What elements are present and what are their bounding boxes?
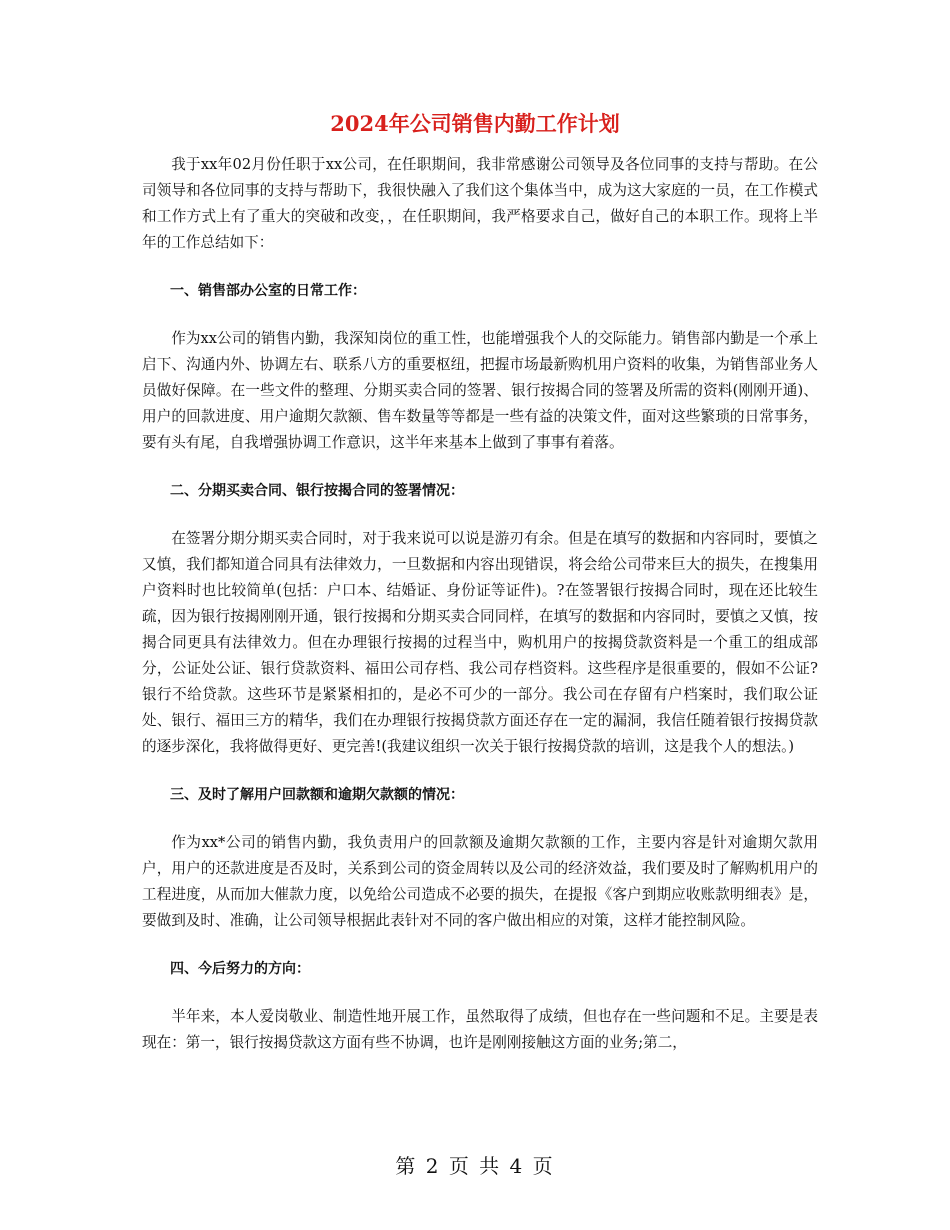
document-body — [142, 152, 818, 1056]
page-number-footer: 第 2 页 共 4 页 — [395, 1154, 555, 1178]
intro-paragraph: 我于xx年02月份任职于xx公司，在任职期间，我非常感谢公司领导及各位同事的支持与帮助。在公司领导和各位同事的支持与帮助下，我很快融入了我们这个集体当中，成为这大家庭的一员，在工作模式和工作方式上有了重大的突破和改变，，在任职期间，我严格要求自己，做好自己的本职工作。现将上半年的工作总结如下： — [142, 156, 818, 251]
section-body-1: 作为xx公司的销售内勤，我深知岗位的重工性，也能增强我个人的交际能力。销售部内勤是一个承上启下、沟通内外、协调左右、联系八方的重要枢纽，把握市场最新购机用户资料的收集，为销售部业务人员做好保障。在一些文件的整理、分期买卖合同的签署、银行按揭合同的签署及所需的资料(刚刚开通)、用户的回款进度、用户逾期欠款额、售车数量等等都是一些有益的决策文件，面对这些繁琐的日常事务，要有头有尾，自我增强协调工作意识，这半年来基本上做到了事事有着落。 — [142, 330, 818, 451]
document-title: 2024年公司销售内勤工作计划 — [330, 111, 620, 136]
section-body-2: 在签署分期分期买卖合同时，对于我来说可以说是游刃有余。但是在填写的数据和内容同时，要慎之又慎，我们都知道合同具有法律效力，一旦数据和内容出现错误，将会给公司带来巨大的损失，在搜集用户资料时也比较简单(包括：户口本、结婚证、身份证等证件)。?在签署银行按揭合同时，现在还比较生疏，因为银行按揭刚刚开通，银行按揭和分期买卖合同同样，在填写的数据和内容同时，要慎之又慎，按揭合同更具有法律效力。但在办理银行按揭的过程当中，购机用户的按揭贷款资料是一个重工的组成部分，公证处公证、银行贷款资料、福田公司存档、我公司存档资料。这些程序是很重要的，假如不公证?银行不给贷款。这些环节是紧紧相扣的，是必不可少的一部分。我公司在存留有户档案时，我们取公证处、银行、福田三方的精华，我们在办理银行按揭贷款方面还存在一定的漏洞，我信任随着银行按揭贷款的逐步深化，我将做得更好、更完善!(我建议组织一次关于银行按揭贷款的培训，这是我个人的想法。) — [142, 530, 818, 755]
section-heading-1: 一、销售部办公室的日常工作： — [170, 283, 366, 299]
section-heading-3: 三、及时了解用户回款额和逾期欠款额的情况： — [170, 787, 464, 803]
section-heading-4: 四、今后努力的方向： — [170, 961, 310, 977]
section-body-3: 作为xx*公司的销售内勤，我负责用户的回款额及逾期欠款额的工作，主要内容是针对逾期欠款用户，用户的还款进度是否及时，关系到公司的资金周转以及公司的经济效益，我们要及时了解购机用户的工程进度，从而加大催款力度，以免给公司造成不必要的损失，在提报《客户到期应收账款明细表》是，要做到及时、准确，让公司领导根据此表针对不同的客户做出相应的对策，这样才能控制风险。 — [142, 834, 818, 929]
section-body-4: 半年来，本人爱岗敬业、制造性地开展工作，虽然取得了成绩，但也存在一些问题和不足。主要是表现在：第一，银行按揭贷款这方面有些不协调，也许是刚刚接触这方面的业务;第二， — [142, 1008, 818, 1051]
section-heading-2: 二、分期买卖合同、银行按揭合同的签署情况： — [170, 483, 464, 499]
